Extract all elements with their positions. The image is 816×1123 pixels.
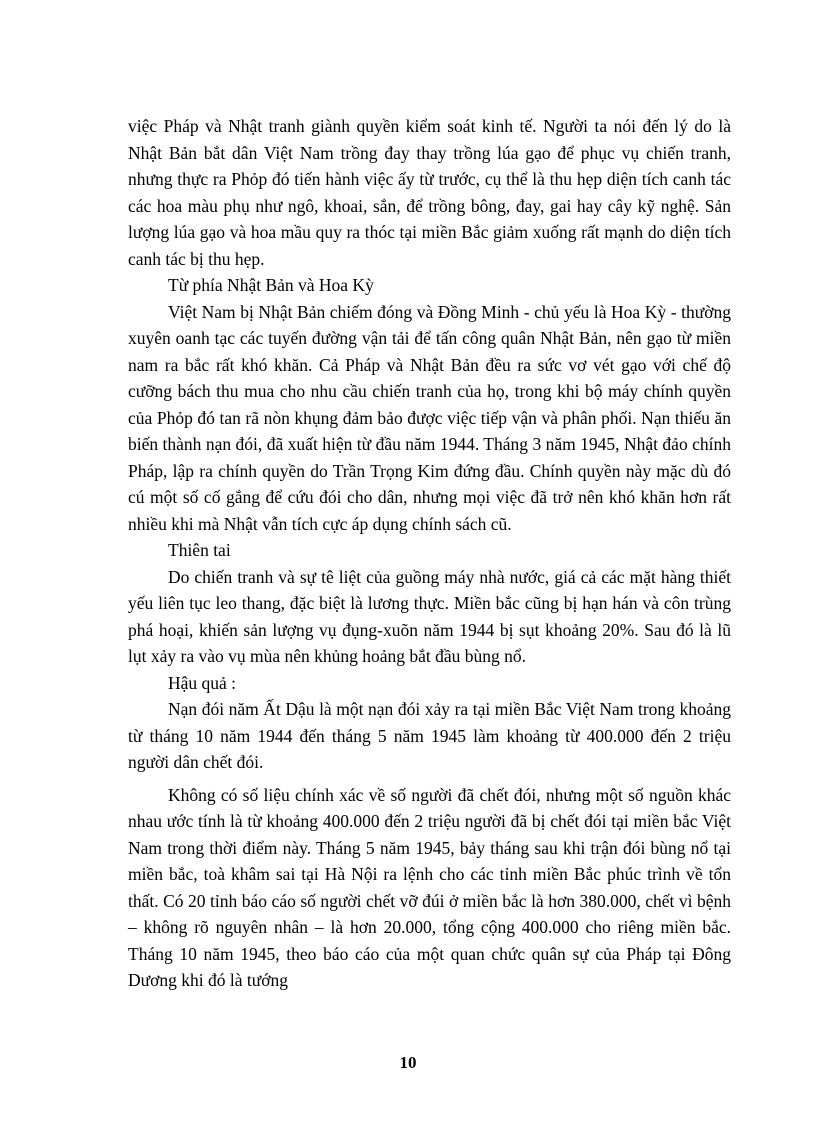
paragraph-famine-summary: Nạn đói năm Ất Dậu là một nạn đói xảy ra tại miền Bắc Việt Nam trong khoảng từ tháng 10 năm 1944 đến tháng 5 năm 1945 làm khoảng từ 400.000 đến 2 triệu người dân chết đói. (128, 699, 731, 772)
paragraph-death-toll: Không có số liệu chính xác về số người đã chết đói, nhưng một số nguồn khác nhau ước tính là từ khoảng 400.000 đến 2 triệu người đã bị chết đói tại miền bắc Việt Nam trong thời điểm này. Tháng 5 năm 1945, bảy tháng sau khi trận đói bùng nổ tại miền bắc, toà khâm sai tại Hà Nội ra lệnh cho các tỉnh miền Bắc phúc trình về tổn thất. Có 20 tỉnh báo cáo số người chết vỡ đúi ở miền bắc là hơn 380.000, chết vì bệnh – không rõ nguyên nhân – là hơn 20.000, tổng cộng 400.000 cho riêng miền bắc. Tháng 10 năm 1945, theo báo cáo của một quan chức quân sự của Pháp tại Đông Dương khi đó là tướng (128, 784, 731, 990)
section-heading-natural-disaster: Thiên tai (168, 540, 231, 560)
paragraph-disaster: Do chiến tranh và sự tê liệt của guồng máy nhà nước, giá cả các mặt hàng thiết yếu liên tục leo thang, đặc biệt là lương thực. Miền bắc cũng bị hạn hán và côn trùng phá hoại, khiến sản lượng vụ đụng-xuõn năm 1944 bị sụt khoảng 20%. Sau đó là lũ lụt xảy ra vào vụ mùa nên khủng hoảng bắt đầu bùng nổ. (128, 566, 731, 666)
section-heading-consequences: Hậu quả : (168, 672, 237, 693)
body-text (128, 113, 731, 994)
paragraph-occupation: Việt Nam bị Nhật Bản chiếm đóng và Đồng Minh - chủ yếu là Hoa Kỳ - thường xuyên oanh tạc các tuyến đường vận tải để tấn công quân Nhật Bản, nên gạo từ miền nam ra bắc rất khó khăn. Cả Pháp và Nhật Bản đều ra sức vơ vét gạo với chế độ cưỡng bách thu mua cho nhu cầu chiến tranh của họ, trong khi bộ máy chính quyền của Phỏp đó tan rã nòn khụng đảm bảo được việc tiếp vận và phân phối. Nạn thiếu ăn biến thành nạn đói, đã xuất hiện từ đầu năm 1944. Tháng 3 năm 1945, Nhật đảo chính Pháp, lập ra chính quyền do Trần Trọng Kim đứng đầu. Chính quyền này mặc dù đó cú một số cố gắng để cứu đói cho dân, nhưng mọi việc đã trở nên khó khăn hơn rất nhiều khi mà Nhật vẫn tích cực áp dụng chính sách cũ. (128, 301, 731, 534)
section-heading-japan-usa: Từ phía Nhật Bản và Hoa Kỳ (168, 275, 374, 295)
page-number: 10 (399, 1053, 417, 1072)
paragraph-economic-control: việc Pháp và Nhật tranh giành quyền kiểm soát kinh tế. Người ta nói đến lý do là Nhật Bản bắt dân Việt Nam trồng đay thay trồng lúa gạo để phục vụ chiến tranh, nhưng thực ra Phỏp đó tiến hành việc ấy từ trước, cụ thể là thu hẹp diện tích canh tác các hoa màu phụ như ngô, khoai, sắn, để trồng bông, đay, gai hay cây kỹ nghệ. Sản lượng lúa gạo và hoa mầu quy ra thóc tại miền Bắc giảm xuống rất mạnh do diện tích canh tác bị thu hẹp. (128, 116, 731, 269)
